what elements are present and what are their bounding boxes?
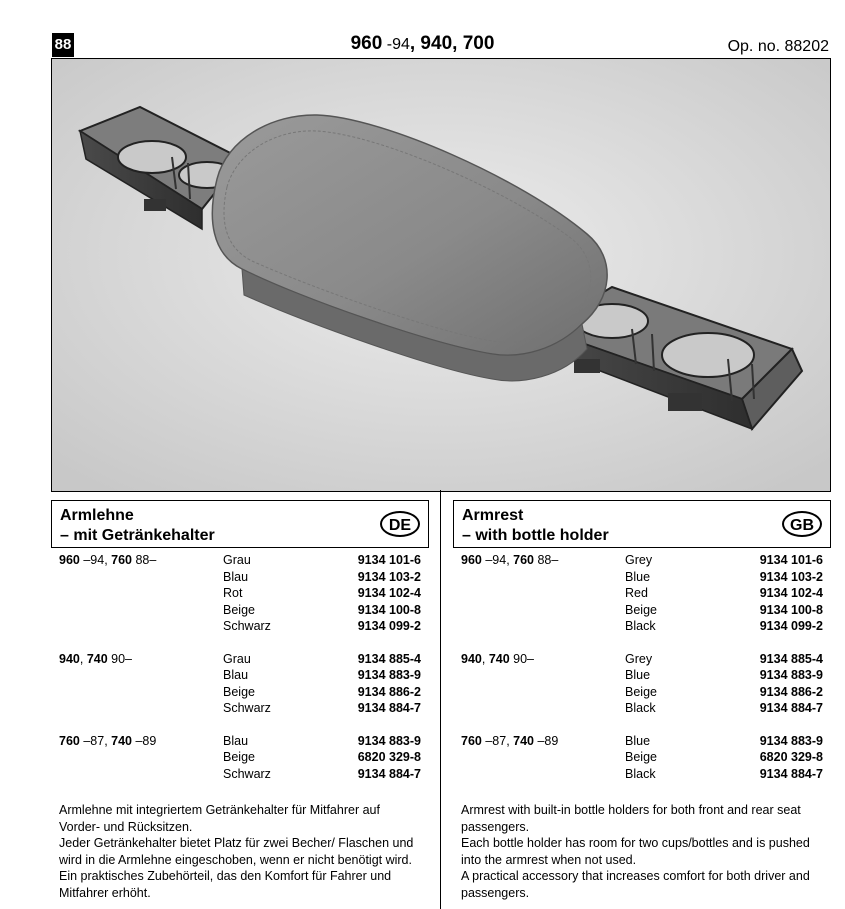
model-text: , — [481, 651, 489, 666]
part-row — [59, 552, 421, 569]
model-bold: 760 — [59, 733, 80, 748]
color-name: Black — [625, 701, 656, 715]
op-number: Op. no. 88202 — [727, 38, 829, 55]
color-name: Blau — [223, 733, 249, 748]
page-number: 88 — [52, 33, 74, 57]
color-name: Schwarz — [223, 701, 271, 715]
model-group — [59, 651, 421, 717]
title-line-1: Armrest — [462, 507, 524, 524]
model-range — [461, 651, 625, 668]
title-line-2: – mit Getränkehalter — [60, 527, 215, 544]
color-name: Beige — [223, 684, 255, 699]
model-suffix: -94 — [382, 36, 410, 53]
description-paragraph: Jeder Getränkehalter bietet Platz für zwei Becher/ Flaschen und wird in die Armlehne eingeschoben, wenn er nicht benötigt wird. — [59, 836, 414, 867]
color-name: Beige — [223, 602, 255, 617]
color-name: Grau — [223, 651, 251, 666]
model-range — [461, 585, 625, 602]
model-text: –89 — [534, 733, 559, 748]
part-row — [59, 684, 421, 701]
model-main: 960 — [350, 33, 383, 54]
part-number: 9134 884-7 — [759, 766, 823, 781]
language-badge-de: DE — [380, 511, 420, 537]
part-row — [461, 700, 823, 717]
part-number: 9134 884-7 — [357, 766, 421, 781]
color-name: Beige — [223, 750, 255, 764]
part-number: 9134 100-8 — [759, 602, 823, 617]
description-de — [51, 798, 429, 901]
model-bold: 940 — [59, 651, 80, 666]
color-name: Blau — [223, 569, 249, 584]
part-number: 9134 103-2 — [759, 569, 823, 584]
part-number: 9134 884-7 — [759, 701, 823, 715]
model-text: –94, — [481, 553, 514, 567]
part-row — [461, 602, 823, 619]
part-number: 9134 886-2 — [357, 684, 421, 699]
part-number: 6820 329-8 — [759, 750, 823, 764]
model-bold: 940 — [461, 651, 482, 666]
part-row — [59, 602, 421, 619]
part-number: 9134 883-9 — [759, 668, 823, 682]
model-range — [59, 569, 223, 586]
color-name: Blue — [625, 569, 651, 584]
model-range — [461, 552, 625, 569]
description-paragraph: Each bottle holder has room for two cups/bottles and is pushed into the armrest when not used. — [461, 836, 810, 867]
part-number: 9134 102-4 — [759, 586, 823, 600]
color-name: Black — [625, 766, 656, 781]
part-number: 9134 885-4 — [357, 651, 421, 666]
part-number: 9134 883-9 — [357, 668, 421, 682]
model-range — [461, 684, 625, 701]
part-row — [59, 700, 421, 717]
model-bold: 760 — [111, 553, 132, 567]
model-group — [59, 733, 421, 783]
part-number: 9134 103-2 — [357, 569, 421, 584]
section-title-gb — [462, 506, 609, 546]
part-row — [59, 766, 421, 783]
color-name: Blue — [625, 668, 651, 682]
part-number: 9134 883-9 — [357, 733, 421, 748]
model-range — [59, 766, 223, 783]
part-row — [461, 766, 823, 783]
part-row — [461, 733, 823, 750]
part-row — [461, 749, 823, 766]
model-range — [59, 684, 223, 701]
model-text: 90– — [107, 651, 133, 666]
model-group — [59, 552, 421, 635]
color-name: Blau — [223, 668, 249, 682]
language-badge-gb: GB — [782, 511, 822, 537]
part-row — [461, 569, 823, 586]
model-text: –89 — [132, 733, 157, 748]
part-row — [59, 618, 421, 635]
model-range — [461, 618, 625, 635]
part-row — [461, 651, 823, 668]
model-bold: 740 — [86, 651, 108, 666]
model-text: –87, — [481, 733, 514, 748]
part-row — [461, 667, 823, 684]
model-text: 90– — [509, 651, 535, 666]
model-bold: 760 — [461, 733, 482, 748]
column-de — [51, 500, 429, 901]
model-bold: 760 — [513, 553, 534, 567]
part-row — [461, 684, 823, 701]
part-row — [461, 618, 823, 635]
part-row — [59, 651, 421, 668]
section-header-gb — [453, 500, 831, 548]
model-range — [461, 602, 625, 619]
column-gb — [453, 500, 831, 901]
description-paragraph: Armlehne mit integriertem Getränkehalter für Mitfahrer auf Vorder- und Rücksitzen. — [59, 803, 380, 834]
color-name: Schwarz — [223, 766, 271, 781]
model-group — [461, 733, 823, 783]
part-row — [461, 552, 823, 569]
model-text: 88– — [534, 553, 559, 567]
model-range — [59, 602, 223, 619]
part-row — [461, 585, 823, 602]
color-name: Beige — [625, 750, 657, 764]
title-line-1: Armlehne — [60, 507, 134, 524]
part-row — [59, 749, 421, 766]
product-photo — [51, 58, 831, 492]
model-range — [59, 552, 223, 569]
model-range — [59, 618, 223, 635]
model-range — [59, 651, 223, 668]
model-bold: 740 — [488, 651, 510, 666]
color-name: Grey — [625, 553, 653, 567]
model-range — [461, 700, 625, 717]
model-text: , — [79, 651, 87, 666]
model-title — [0, 33, 845, 55]
color-name: Red — [625, 586, 648, 600]
part-row — [59, 667, 421, 684]
model-group — [461, 552, 823, 635]
part-row — [59, 733, 421, 750]
model-range — [461, 667, 625, 684]
model-range — [461, 749, 625, 766]
part-number: 9134 099-2 — [357, 619, 421, 633]
model-bold: 960 — [59, 553, 80, 567]
model-range — [59, 700, 223, 717]
parts-list-gb — [453, 548, 831, 782]
section-header-de — [51, 500, 429, 548]
model-group — [461, 651, 823, 717]
part-number: 9134 101-6 — [357, 553, 421, 567]
model-text: 88– — [132, 553, 157, 567]
part-number: 9134 885-4 — [759, 651, 823, 666]
model-bold: 740 — [513, 733, 534, 748]
color-name: Black — [625, 619, 656, 633]
description-gb — [453, 798, 831, 901]
part-row — [59, 569, 421, 586]
model-rest: , 940, 700 — [409, 33, 495, 54]
model-bold: 960 — [461, 553, 482, 567]
armrest-illustration — [52, 59, 830, 491]
parts-list-de — [51, 548, 429, 782]
part-number: 9134 102-4 — [357, 586, 421, 600]
description-paragraph: A practical accessory that increases comfort for both driver and passengers. — [461, 869, 810, 900]
model-text: –87, — [79, 733, 112, 748]
model-bold: 740 — [111, 733, 132, 748]
model-text: –94, — [79, 553, 112, 567]
part-number: 9134 101-6 — [759, 553, 823, 567]
model-range — [461, 733, 625, 750]
color-name: Blue — [625, 733, 651, 748]
model-range — [59, 749, 223, 766]
part-row — [59, 585, 421, 602]
part-number: 6820 329-8 — [357, 750, 421, 764]
model-range — [461, 569, 625, 586]
color-name: Schwarz — [223, 619, 271, 633]
color-name: Rot — [223, 586, 243, 600]
color-name: Beige — [625, 602, 657, 617]
model-range — [59, 667, 223, 684]
color-name: Grey — [625, 651, 653, 666]
part-number: 9134 884-7 — [357, 701, 421, 715]
color-name: Beige — [625, 684, 657, 699]
description-paragraph: Armrest with built-in bottle holders for both front and rear seat passengers. — [461, 803, 801, 834]
column-divider — [440, 490, 441, 909]
model-range — [59, 585, 223, 602]
model-range — [461, 766, 625, 783]
model-range — [59, 733, 223, 750]
part-number: 9134 883-9 — [759, 733, 823, 748]
color-name: Grau — [223, 553, 251, 567]
section-title-de — [60, 506, 215, 546]
description-paragraph: Ein praktisches Zubehörteil, das den Komfort für Fahrer und Mitfahrer erhöht. — [59, 869, 392, 900]
part-number: 9134 099-2 — [759, 619, 823, 633]
part-number: 9134 100-8 — [357, 602, 421, 617]
part-number: 9134 886-2 — [759, 684, 823, 699]
title-line-2: – with bottle holder — [462, 527, 609, 544]
